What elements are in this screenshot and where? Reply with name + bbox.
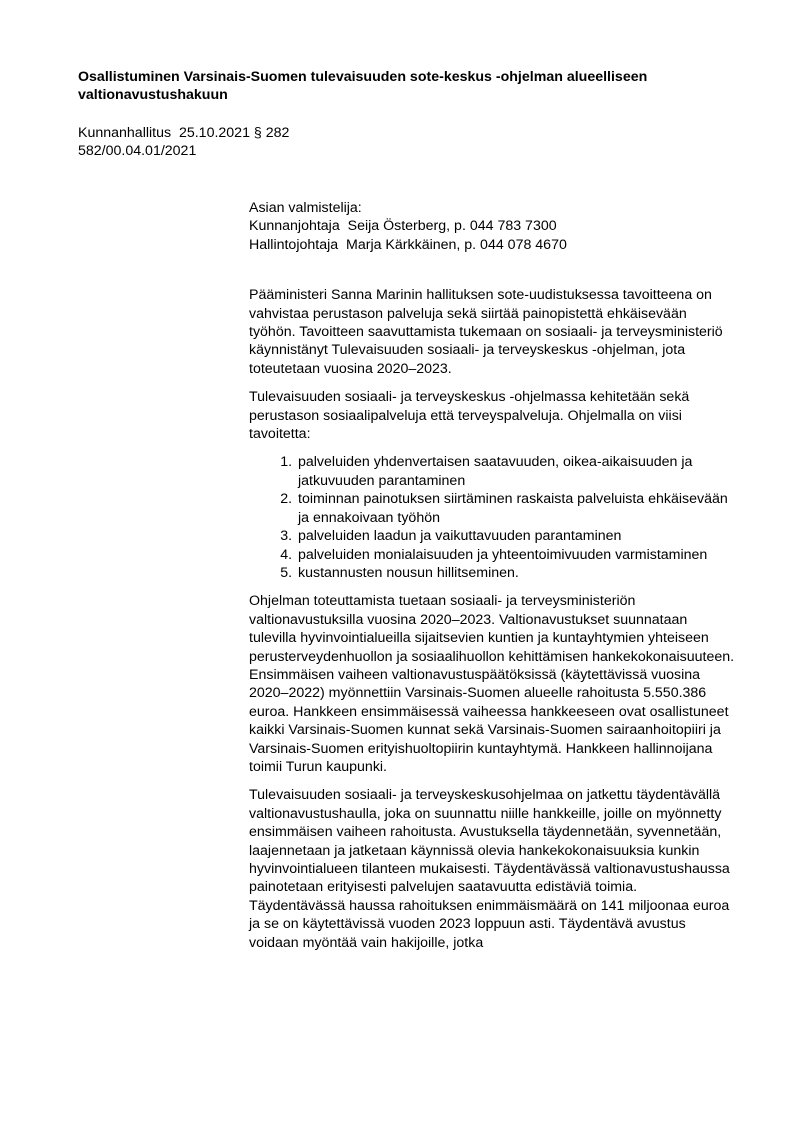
- preparer-block: [249, 199, 735, 254]
- body-paragraph: Pääministeri Sanna Marinin hallituksen sote-uudistuksessa tavoitteena on vahvistaa perustason palveluja sekä siirtää painopistettä ehkäisevään työhön. Tavoitteen saavuttamista tukemaan on sosiaali- ja terveysministeriö käynnistänyt Tulevaisuuden sosiaali- ja terveyskeskus -ohjelman, jota toteutetaan vuosina 2020–2023.: [249, 287, 723, 377]
- body-paragraph: Ohjelman toteuttamista tuetaan sosiaali- ja terveysministeriön valtionavustuksilla vuosina 2020–2023. Valtionavustukset suunnataan tulevilla hyvinvointialueilla sijaitsevien kuntien ja kuntayhtymien yhteiseen perusterveydenhuollon ja sosiaalihuollon kehittämisen hankekokonaisuuteen. Ensimmäisen vaiheen valtionavustuspäätöksissä (käytettävissä vuosina 2020–2022) myönnettiin Varsinais-Suomen alueelle rahoitusta 5.550.386 euroa. Hankkeen ensimmäisessä vaiheessa hankkeeseen ovat osallistuneet kaikki Varsinais-Suomen kunnat sekä Varsinais-Suomen sairaanhoitopiiri ja Varsinais-Suomen erityishuoltopiirin kuntayhtymä. Hankkeen hallinnoijana toimii Turun kaupunki.: [249, 593, 735, 775]
- meeting-line: Kunnanhallitus 25.10.2021 § 282: [78, 125, 290, 141]
- goals-list: [249, 453, 735, 582]
- case-number: 582/00.04.01/2021: [78, 143, 197, 159]
- document-body: [249, 199, 735, 962]
- document-title: Osallistuminen Varsinais-Suomen tulevaisuuden sote-keskus -ohjelman alueelliseen valtionavustushakuun: [78, 69, 648, 103]
- body-paragraph: Tulevaisuuden sosiaali- ja terveyskeskusohjelmaa on jatkettu täydentävällä valtionavustushaulla, joka on suunnattu niille hankkeille, joille on myönnetty ensimmäisen vaiheen rahoitusta. Avustuksella täydennetään, syvennetään, laajennetaan ja jatketaan käynnissä olevia hankekokonaisuuksia kunkin hyvinvointialueen tilanteen mukaisesti. Täydentävässä valtionavustushaussa painotetaan erityisesti palvelujen saatavuutta edistäviä toimia. Täydentävässä haussa rahoituksen enimmäismäärä on 141 miljoonaa euroa ja se on käytettävissä vuoden 2023 loppuun asti. Täydentävä avustus voidaan myöntää vain hakijoille, jotka: [249, 787, 730, 951]
- body-paragraph: Tulevaisuuden sosiaali- ja terveyskeskus -ohjelmassa kehitetään sekä perustason sosiaalipalveluja että terveyspalveluja. Ohjelmalla on viisi tavoitetta:: [249, 389, 690, 443]
- goal-item: 4. palveluiden monialaisuuden ja yhteentoimivuuden varmistaminen: [296, 546, 735, 564]
- preparer-contact: Kunnanjohtaja Seija Österberg, p. 044 783 7300: [249, 218, 557, 235]
- goal-item: 2. toiminnan painotuksen siirtäminen raskaista palveluista ehkäisevään ja ennakoivaan työhön: [296, 490, 735, 527]
- goal-item: 3. palveluiden laadun ja vaikuttavuuden parantaminen: [296, 527, 735, 545]
- meeting-info: [78, 124, 289, 160]
- preparer-contact: Hallintojohtaja Marja Kärkkäinen, p. 044 078 4670: [249, 236, 567, 253]
- goal-item: 1. palveluiden yhdenvertaisen saatavuuden, oikea-aikaisuuden ja jatkuvuuden parantaminen: [296, 453, 735, 490]
- goal-item: 5. kustannusten nousun hillitseminen.: [296, 564, 735, 582]
- preparer-heading: Asian valmistelija:: [249, 200, 362, 216]
